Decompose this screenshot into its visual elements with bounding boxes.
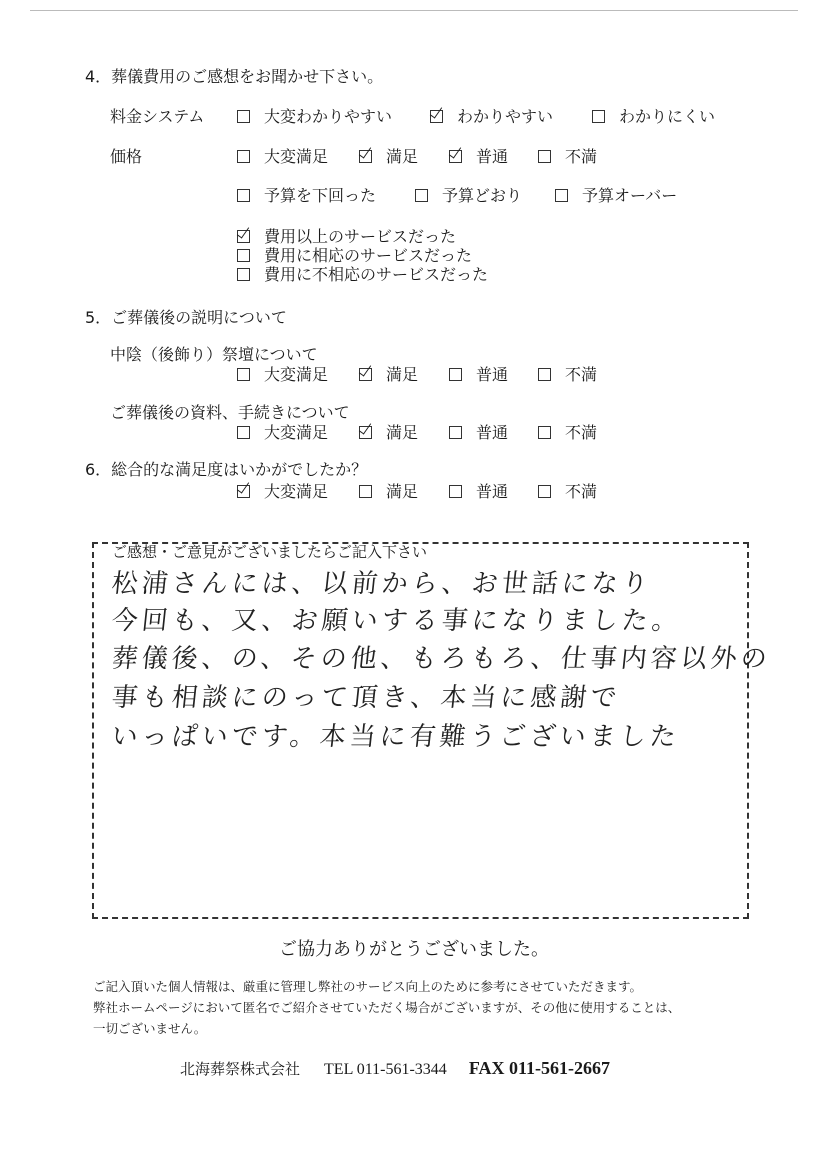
option-label: 満足 bbox=[386, 365, 419, 384]
option-overall-2[interactable] bbox=[449, 482, 508, 502]
checked-checkbox[interactable] bbox=[449, 150, 462, 163]
checked-checkbox[interactable] bbox=[237, 230, 250, 243]
option-value-2[interactable] bbox=[237, 265, 488, 285]
option-label: 満足 bbox=[386, 482, 419, 501]
altar-label: 中陰（後飾り）祭壇について bbox=[110, 345, 318, 364]
option-label: 普通 bbox=[476, 482, 509, 501]
option-budget-0[interactable] bbox=[237, 186, 376, 206]
privacy-note: 一切ございません。 bbox=[93, 1021, 207, 1036]
privacy-note: ご記入頂いた個人情報は、厳重に管理し弊社のサービス向上のために参考にさせていただきます。 bbox=[93, 979, 643, 994]
option-documents-3[interactable] bbox=[538, 423, 597, 443]
comment-line: いっぱいです。本当に有難うございました bbox=[110, 722, 682, 752]
company-name: 北海葬祭株式会社 bbox=[180, 1060, 301, 1078]
checked-checkbox[interactable] bbox=[359, 150, 372, 163]
q5-title: 5．ご葬儀後の説明について bbox=[85, 308, 287, 327]
option-label: 費用に相応のサービスだった bbox=[264, 246, 473, 265]
option-price-1[interactable] bbox=[359, 147, 418, 167]
checked-checkbox[interactable] bbox=[430, 110, 443, 123]
checkbox[interactable] bbox=[449, 426, 462, 439]
option-fee-system-1[interactable] bbox=[430, 107, 553, 127]
option-budget-1[interactable] bbox=[415, 186, 522, 206]
option-price-2[interactable] bbox=[449, 147, 508, 167]
option-overall-1[interactable] bbox=[359, 482, 418, 502]
option-label: 満足 bbox=[386, 147, 419, 166]
comments-label: ご感想・ご意見がございましたらご記入下さい bbox=[112, 543, 428, 561]
option-label: わかりやすい bbox=[457, 107, 554, 126]
option-altar-3[interactable] bbox=[538, 365, 597, 385]
checkbox[interactable] bbox=[538, 368, 551, 381]
option-price-0[interactable] bbox=[237, 147, 328, 167]
option-label: 不満 bbox=[565, 365, 598, 384]
option-overall-3[interactable] bbox=[538, 482, 597, 502]
option-altar-1[interactable] bbox=[359, 365, 418, 385]
option-value-0[interactable] bbox=[237, 227, 456, 247]
footer bbox=[180, 1058, 610, 1079]
option-label: 大変満足 bbox=[264, 423, 329, 442]
fee-system-label: 料金システム bbox=[110, 107, 205, 126]
option-label: 費用以上のサービスだった bbox=[264, 227, 457, 246]
checkbox[interactable] bbox=[555, 189, 568, 202]
option-label: 不満 bbox=[565, 147, 598, 166]
option-label: 満足 bbox=[386, 423, 419, 442]
option-documents-0[interactable] bbox=[237, 423, 328, 443]
option-label: 不満 bbox=[565, 482, 598, 501]
phone-number: TEL 011-561-3344 bbox=[324, 1061, 447, 1078]
option-fee-system-0[interactable] bbox=[237, 107, 392, 127]
option-fee-system-2[interactable] bbox=[592, 107, 715, 127]
option-label: 大変満足 bbox=[264, 482, 329, 501]
privacy-note: 弊社ホームページにおいて匿名でご紹介させていただく場合がございますが、その他に使用することは、 bbox=[93, 1000, 681, 1015]
comment-line: 今回も、又、お願いする事になりました。 bbox=[110, 606, 684, 636]
documents-label: ご葬儀後の資料、手続きについて bbox=[110, 403, 350, 422]
price-label: 価格 bbox=[110, 147, 143, 166]
checkbox[interactable] bbox=[415, 189, 428, 202]
checked-checkbox[interactable] bbox=[359, 426, 372, 439]
option-label: わかりにくい bbox=[619, 107, 716, 126]
checkbox[interactable] bbox=[449, 368, 462, 381]
option-label: 普通 bbox=[476, 365, 509, 384]
option-altar-2[interactable] bbox=[449, 365, 508, 385]
option-altar-0[interactable] bbox=[237, 365, 328, 385]
thanks-message: ご協力ありがとうございました。 bbox=[279, 939, 549, 960]
checkbox[interactable] bbox=[449, 485, 462, 498]
option-label: 大変満足 bbox=[264, 147, 329, 166]
option-price-3[interactable] bbox=[538, 147, 597, 167]
comment-line: 事も相談にのって頂き、本当に感謝で bbox=[110, 683, 623, 713]
checkbox[interactable] bbox=[359, 485, 372, 498]
option-label: 費用に不相応のサービスだった bbox=[264, 265, 489, 284]
option-label: 大変満足 bbox=[264, 365, 329, 384]
top-border bbox=[30, 10, 798, 11]
checkbox[interactable] bbox=[237, 189, 250, 202]
option-label: 普通 bbox=[476, 423, 509, 442]
option-label: 予算オーバー bbox=[582, 186, 678, 205]
checkbox[interactable] bbox=[237, 368, 250, 381]
checked-checkbox[interactable] bbox=[359, 368, 372, 381]
comment-line: 松浦さんには、以前から、お世話になり bbox=[110, 569, 654, 599]
option-label: 不満 bbox=[565, 423, 598, 442]
checkbox[interactable] bbox=[538, 426, 551, 439]
option-documents-1[interactable] bbox=[359, 423, 418, 443]
checkbox[interactable] bbox=[237, 426, 250, 439]
checkbox[interactable] bbox=[592, 110, 605, 123]
q4-title: 4．葬儀費用のご感想をお聞かせ下さい。 bbox=[85, 67, 384, 86]
option-budget-2[interactable] bbox=[555, 186, 677, 206]
option-value-1[interactable] bbox=[237, 246, 472, 266]
option-overall-0[interactable] bbox=[237, 482, 328, 502]
option-label: 普通 bbox=[476, 147, 509, 166]
checked-checkbox[interactable] bbox=[237, 485, 250, 498]
checkbox[interactable] bbox=[237, 249, 250, 262]
q6-title: 6．総合的な満足度はいかがでしたか？ bbox=[85, 460, 368, 479]
checkbox[interactable] bbox=[237, 110, 250, 123]
option-label: 予算どおり bbox=[442, 186, 523, 205]
checkbox[interactable] bbox=[237, 150, 250, 163]
option-documents-2[interactable] bbox=[449, 423, 508, 443]
comment-line: 葬儀後、の、その他、もろもろ、仕事内容以外の bbox=[110, 644, 773, 674]
checkbox[interactable] bbox=[237, 268, 250, 281]
fax-number: FAX 011-561-2667 bbox=[468, 1058, 610, 1078]
option-label: 大変わかりやすい bbox=[264, 107, 393, 126]
checkbox[interactable] bbox=[538, 150, 551, 163]
checkbox[interactable] bbox=[538, 485, 551, 498]
option-label: 予算を下回った bbox=[264, 186, 377, 205]
